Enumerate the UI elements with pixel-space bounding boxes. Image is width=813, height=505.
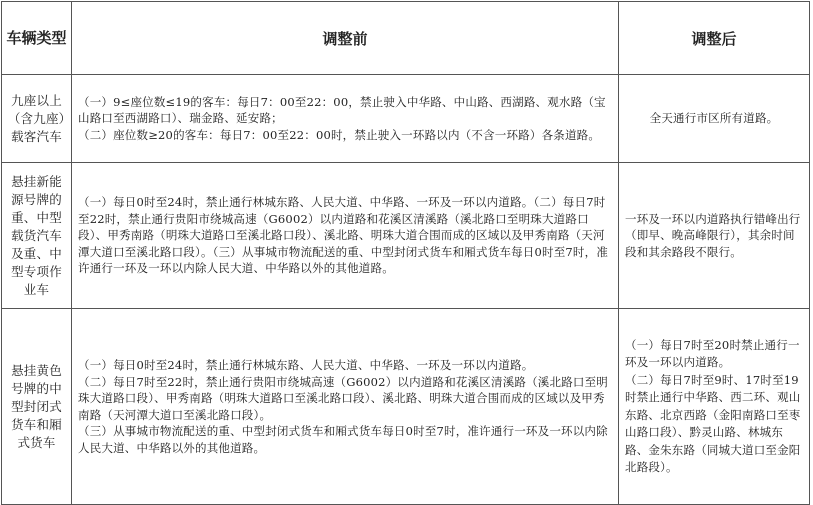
before-cell: [72, 163, 619, 309]
after-paragraph: 一环及一环以内道路执行错峰出行（即早、晚高峰限行），其余时间段和其余路段不限行。: [625, 211, 801, 259]
header-row: [2, 2, 810, 75]
before-paragraph: （三）从事城市物流配送的重、中型封闭式货车和厢式货车每日0时至7时，准许通行一环及一环以内除人民大道、中华路以外的其他道路。: [78, 424, 608, 455]
before-paragraph: （一）9≤座位数≤19的客车：每日7：00至22：00，禁止驶入中华路、中山路、西湖路、观水路（宝山路口至西湖路口）、瑞金路、延安路；: [78, 94, 606, 126]
before-paragraph: （二）每日7时至22时，禁止通行贵阳市绕城高速（G6002）以内道路和花溪区清溪路（溪北路口至明珠大道路口段）、甲秀南路（明珠大道路口至溪北路口段）、溪北路、明珠大道合围而成的区域以及甲秀南路（天河潭大道口至溪北路口段）。: [78, 374, 608, 422]
after-cell: [619, 309, 810, 505]
before-paragraph: （一）每日0时至24时，禁止通行林城东路、人民大道、中华路、一环及一环以内道路。: [78, 358, 534, 372]
header-after: 调整后: [619, 2, 810, 75]
header-before: 调整前: [72, 2, 619, 75]
before-cell: [72, 309, 619, 505]
before-cell: [72, 75, 619, 163]
after-paragraph: 全天通行市区所有道路。: [649, 111, 779, 126]
vehicle-type-cell: 九座以上（含九座）载客汽车: [2, 75, 72, 163]
regulation-table: [1, 1, 810, 505]
vehicle-type-cell: 悬挂新能源号牌的重、中型载货汽车及重、中型专项作业车: [2, 163, 72, 309]
before-paragraph: （二）座位数≥20的客车：每日7：00至22：00时，禁止驶入一环路以内（不含一环路）各条道路。: [78, 127, 601, 142]
after-paragraph: （一）每日7时至20时禁止通行一环及一环以内道路。: [625, 337, 800, 369]
before-paragraph: （一）每日0时至24时，禁止通行林城东路、人民大道、中华路、一环及一环以内道路。（二）每日7时至22时，禁止通行贵阳市绕城高速（G6002）以内道路和花溪区清溪路（溪北路口至明珠大道路口段）、甲秀南路（明珠大道路口至溪北路口段）、溪北路、明珠大道合围而成的区域以及甲秀南路（天河潭大道口至溪北路口段）。（三）从事城市物流配送的重、中型封闭式货车和厢式货车每日0时至7时，准许通行一环及一环以内除人民大道、中华路以外的其他道路。: [78, 195, 609, 276]
table-row: [2, 75, 810, 163]
vehicle-type-cell: 悬挂黄色号牌的中型封闭式货车和厢式货车: [2, 309, 72, 505]
table-row: [2, 309, 810, 505]
after-cell: [619, 163, 810, 309]
header-vehicle-type: 车辆类型: [2, 2, 72, 75]
table-row: [2, 163, 810, 309]
after-paragraph: （二）每日7时至9时、17时至19时禁止通行中华路、西二环、观山东路、北京西路（金阳南路口至枣山路口段）、黔灵山路、林城东路、金朱东路（同城大道口至金阳北路段）。: [625, 372, 801, 474]
after-cell: [619, 75, 810, 163]
